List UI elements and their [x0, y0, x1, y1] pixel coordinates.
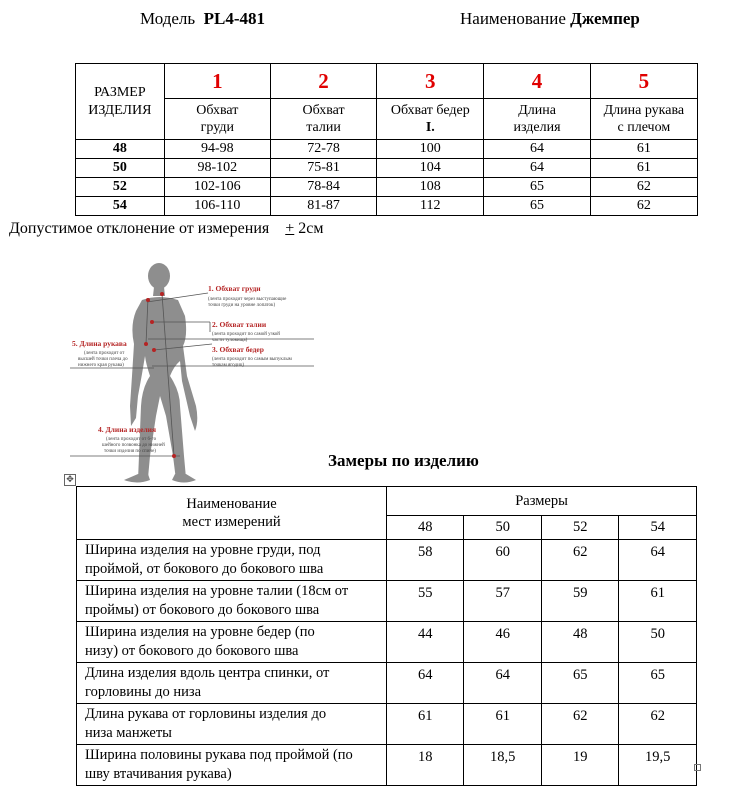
table-resize-handle[interactable]	[694, 764, 701, 771]
hips-label: 3. Обхват бедер	[212, 345, 264, 354]
sleeve-label: 5. Длина рукава	[72, 339, 127, 348]
column-header-hips: Обхват бедер I.	[377, 99, 484, 140]
tolerance-value: 2см	[298, 220, 324, 237]
size-header: 48	[387, 516, 464, 540]
sleeve-note: высшей точки плеча до	[78, 357, 128, 362]
sleeve-note: нижнего края рукава)	[78, 363, 124, 368]
waist-note: части туловища)	[212, 338, 248, 343]
table-row: Ширина изделия на уровне груди, под проймой, от бокового до бокового шва 58 60 62 64	[77, 540, 697, 581]
column-header-waist: Обхват талии	[270, 99, 376, 140]
size-header: 50	[464, 516, 542, 540]
column-number: 2	[270, 64, 376, 99]
tolerance-note: Допустимое отклонение от измерения + 2см	[9, 220, 324, 237]
garment-measurements-title: Замеры по изделию	[328, 451, 479, 470]
column-number: 1	[164, 64, 270, 99]
column-header-sleeve: Длина рукава с плечом	[590, 99, 697, 140]
measurement-description: Длина рукава от горловины изделия до низа манжеты	[77, 704, 387, 745]
table-row: Ширина изделия на уровне бедер (по низу) от бокового до бокового шва 44 46 48 50	[77, 622, 697, 663]
hips-note: точкам ягодиц)	[212, 363, 245, 368]
chest-note: точки груди на уровне лопаток)	[208, 303, 276, 308]
size-chart-table	[75, 63, 698, 216]
length-label: 4. Длина изделия	[98, 425, 157, 434]
measurement-place-header: Наименование мест измерений	[77, 487, 387, 540]
column-header-chest: Обхват груди	[164, 99, 270, 140]
size-header: 52	[542, 516, 619, 540]
length-note: (лента проходит от 6-го	[106, 437, 157, 442]
name-value: Джемпер	[570, 9, 640, 28]
model-label: Модель	[140, 9, 196, 28]
garment-measurements-table	[76, 486, 697, 786]
column-number: 4	[484, 64, 590, 99]
table-row: Длина изделия вдоль центра спинки, от горловины до низа 64 64 65 65	[77, 663, 697, 704]
column-number: 3	[377, 64, 484, 99]
table-move-handle-icon[interactable]: ✥	[64, 474, 76, 486]
length-note: шейного позвонка до нижней	[102, 443, 165, 448]
table-row: Ширина изделия на уровне талии (18см от проймы) от бокового до бокового шва 55 57 59 61	[77, 581, 697, 622]
table-row: 48 94-98 72-78 100 64 61	[76, 140, 698, 159]
table-row: 50 98-102 75-81 104 64 61	[76, 159, 698, 178]
sleeve-note: (лента проходит от	[84, 351, 125, 356]
length-note: точки изделия по спине)	[104, 449, 156, 454]
measurement-description: Ширина изделия на уровне бедер (по низу) от бокового до бокового шва	[77, 622, 387, 663]
name-label: Наименование	[460, 9, 566, 28]
size-header: 54	[619, 516, 697, 540]
measurement-description: Длина изделия вдоль центра спинки, от горловины до низа	[77, 663, 387, 704]
measurement-description: Ширина половины рукава под проймой (по шву втачивания рукава)	[77, 745, 387, 786]
model-heading	[140, 9, 265, 29]
sizes-header: Размеры	[387, 487, 697, 516]
table-row: 52 102-106 78-84 108 65 62	[76, 178, 698, 197]
column-header-length: Длина изделия	[484, 99, 590, 140]
column-number: 5	[590, 64, 697, 99]
chest-note: (лента проходит через выступающие	[208, 297, 287, 302]
table-row: Ширина половины рукава под проймой (по шву втачивания рукава) 18 18,5 19 19,5	[77, 745, 697, 786]
measurement-description: Ширина изделия на уровне талии (18см от проймы) от бокового до бокового шва	[77, 581, 387, 622]
model-value: PL4-481	[203, 9, 266, 28]
hips-note: (лента проходит по самым выпуклым	[212, 357, 292, 362]
table-row: Длина рукава от горловины изделия до низа манжеты 61 61 62 62	[77, 704, 697, 745]
measurement-description: Ширина изделия на уровне груди, под проймой, от бокового до бокового шва	[77, 540, 387, 581]
waist-label: 2. Обхват талии	[212, 320, 267, 329]
measurement-figure	[62, 256, 322, 486]
table-row: 54 106-110 81-87 112 65 62	[76, 197, 698, 216]
tolerance-sign: +	[285, 220, 295, 237]
chest-label: 1. Обхват груди	[208, 284, 261, 293]
size-column-header: РАЗМЕР ИЗДЕЛИЯ	[76, 64, 165, 140]
product-name-heading	[460, 9, 640, 29]
waist-note: (лента проходит по самой узкой	[212, 332, 280, 337]
